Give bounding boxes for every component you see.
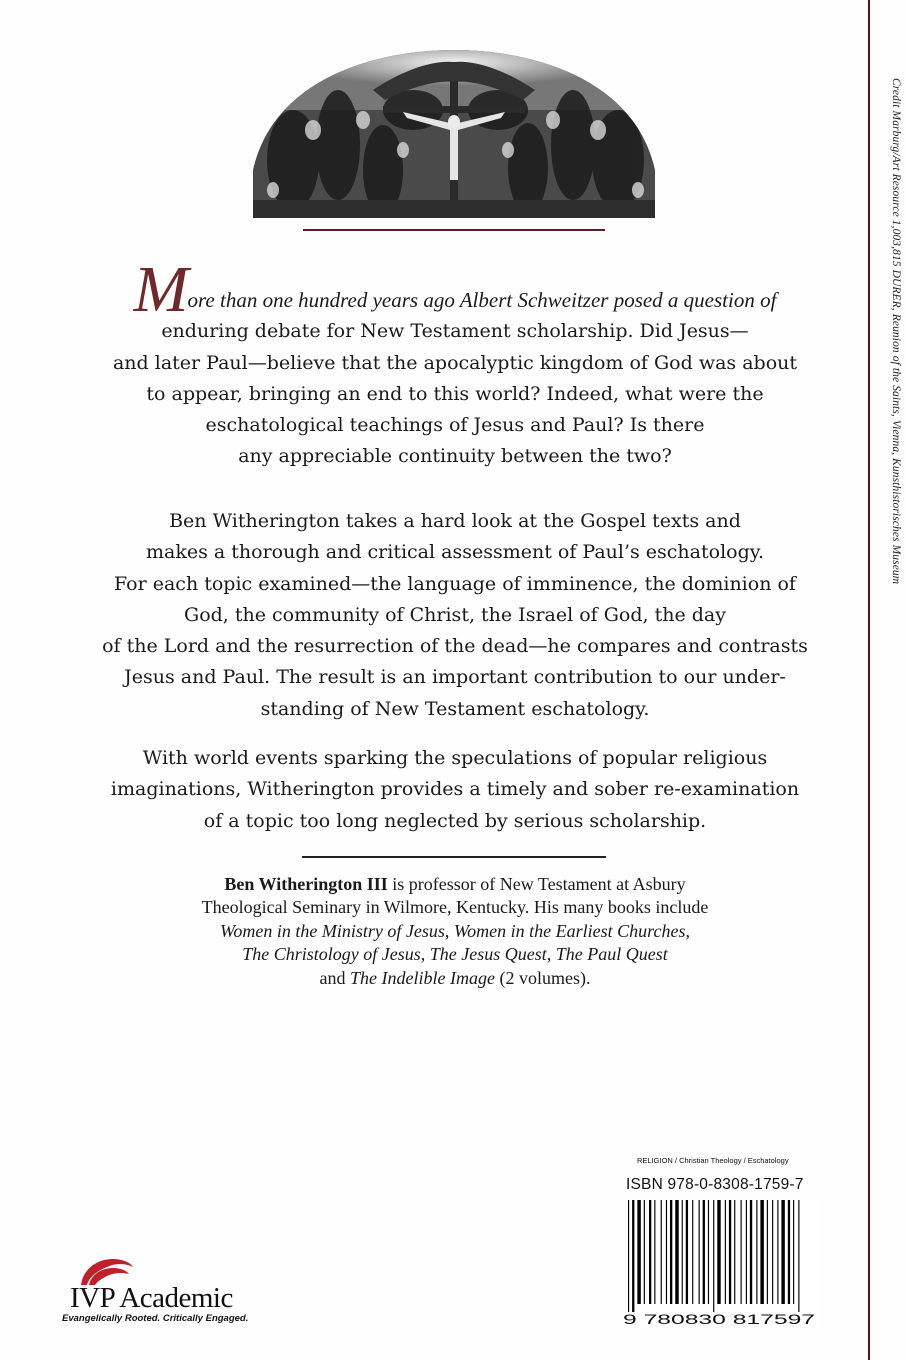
isbn-label: ISBN 978-0-8308-1759-7 — [626, 1176, 804, 1193]
description-line: eschatological teachings of Jesus and Paul? Is there — [205, 414, 705, 437]
description-paragraph-1 — [70, 253, 840, 473]
description-line: Ben Witherington takes a hard look at the Gospel texts and — [169, 510, 741, 532]
barcode-bar — [708, 1200, 709, 1304]
barcode-bar — [777, 1200, 778, 1304]
barcode-bar — [670, 1200, 672, 1304]
barcode-bar — [686, 1200, 688, 1304]
book-title: The Indelible Image — [350, 967, 495, 988]
description-line: standing of New Testament eschatology. — [260, 697, 650, 720]
description-line: and later Paul—believe that the apocalyptic kingdom of God was about — [112, 351, 798, 374]
publisher-logo — [62, 1252, 282, 1328]
barcode-bar — [756, 1200, 757, 1304]
bio-separator: , — [546, 944, 556, 965]
description-line: to appear, bringing an end to this world? Indeed, what were the — [146, 382, 764, 405]
barcode-bar — [788, 1200, 790, 1304]
book-title: Women in the Earliest Churches — [453, 920, 686, 941]
description-paragraph-2 — [70, 506, 840, 725]
description-line-text: ore than one hundred years ago Albert Schweitzer posed a question of — [187, 288, 777, 312]
description-line: God, the community of Christ, the Israel of God, the day — [184, 603, 726, 626]
bio-text: (2 volumes). — [494, 967, 591, 988]
publisher-tagline: Evangelically Rooted. Critically Engaged. — [62, 1313, 249, 1324]
barcode-bar — [741, 1200, 742, 1304]
barcode-bar — [793, 1200, 794, 1304]
barcode-bar — [734, 1200, 735, 1304]
drop-cap: M — [133, 253, 188, 326]
bio-separator: , — [685, 920, 690, 941]
bio-line — [70, 943, 840, 966]
bio-separator: , — [420, 944, 430, 965]
bisac-category: RELIGION / Christian Theology / Eschatology — [637, 1156, 789, 1165]
book-title: The Christology of Jesus — [242, 944, 421, 965]
barcode-bar — [772, 1200, 773, 1304]
barcode-icon — [620, 1200, 818, 1328]
spine-edge-line — [868, 0, 870, 1360]
bio-line — [70, 873, 840, 896]
barcode-bar — [628, 1200, 629, 1312]
barcode-bar — [767, 1200, 768, 1304]
barcode-bar — [729, 1200, 731, 1304]
bio-line — [70, 967, 840, 990]
book-title: The Paul Quest — [555, 944, 668, 965]
bio-line: Theological Seminary in Wilmore, Kentucky. His many books include — [201, 897, 709, 918]
description-line: enduring debate for New Testament scholarship. Did Jesus— — [161, 320, 749, 343]
barcode-bar — [692, 1200, 693, 1304]
book-title: Women in the Ministry of Jesus — [220, 920, 445, 941]
publisher-name: IVP Academic — [70, 1282, 233, 1314]
description-paragraph-3 — [70, 743, 840, 837]
bio-text: and — [319, 967, 351, 988]
barcode-bar — [637, 1200, 640, 1304]
barcode-bar — [661, 1200, 662, 1304]
bio-separator: , — [444, 920, 454, 941]
description-line: Jesus and Paul. The result is an important contribution to our under- — [124, 666, 786, 689]
barcode-bar — [632, 1200, 634, 1312]
barcode-digits: 9 780830 817597 — [623, 1312, 815, 1327]
author-name: Ben Witherington III — [224, 874, 388, 894]
description-line: imaginations, Witherington provides a timely and sober re-examination — [110, 778, 800, 801]
barcode-bar — [717, 1200, 720, 1304]
description-line: of a topic too long neglected by serious scholarship. — [203, 809, 707, 832]
description-line: makes a thorough and critical assessment of Paul’s eschatology. — [146, 541, 764, 564]
author-bio — [70, 873, 840, 990]
barcode-bar — [644, 1200, 645, 1304]
barcode-bar — [699, 1200, 700, 1304]
bio-line — [70, 920, 840, 943]
cover-artwork — [253, 50, 655, 218]
barcode-bar — [703, 1200, 705, 1304]
barcode-bar — [750, 1200, 752, 1304]
top-decorative-rule — [303, 229, 605, 231]
barcode-bar — [746, 1200, 747, 1304]
bio-text: is professor of New Testament at Asbury — [387, 874, 686, 894]
barcode-bar — [666, 1200, 667, 1304]
description-line — [70, 253, 840, 326]
barcode-bar — [781, 1200, 784, 1304]
barcode-bar — [682, 1200, 683, 1304]
description-line: For each topic examined—the language of imminence, the dominion of — [114, 572, 796, 595]
book-title: The Jesus Quest — [429, 944, 547, 965]
photo-credit: Credit Marburg/Art Resource 1,003,815 DURER, Reunion of the Saints, Vienna, Kunsthistorisches Museum — [890, 78, 902, 585]
barcode-bar — [649, 1200, 651, 1304]
description-line: of the Lord and the resurrection of the dead—he compares and contrasts — [102, 635, 808, 658]
barcode-bar — [713, 1200, 714, 1312]
barcode-bar — [798, 1200, 799, 1312]
description-line: With world events sparking the speculations of popular religious — [142, 747, 768, 769]
author-bio-divider — [302, 856, 606, 858]
barcode-bar — [760, 1200, 763, 1304]
barcode-bar — [675, 1200, 678, 1304]
barcode-bar — [654, 1200, 655, 1304]
description-line: any appreciable continuity between the two? — [238, 445, 672, 468]
barcode-bar — [725, 1200, 726, 1304]
